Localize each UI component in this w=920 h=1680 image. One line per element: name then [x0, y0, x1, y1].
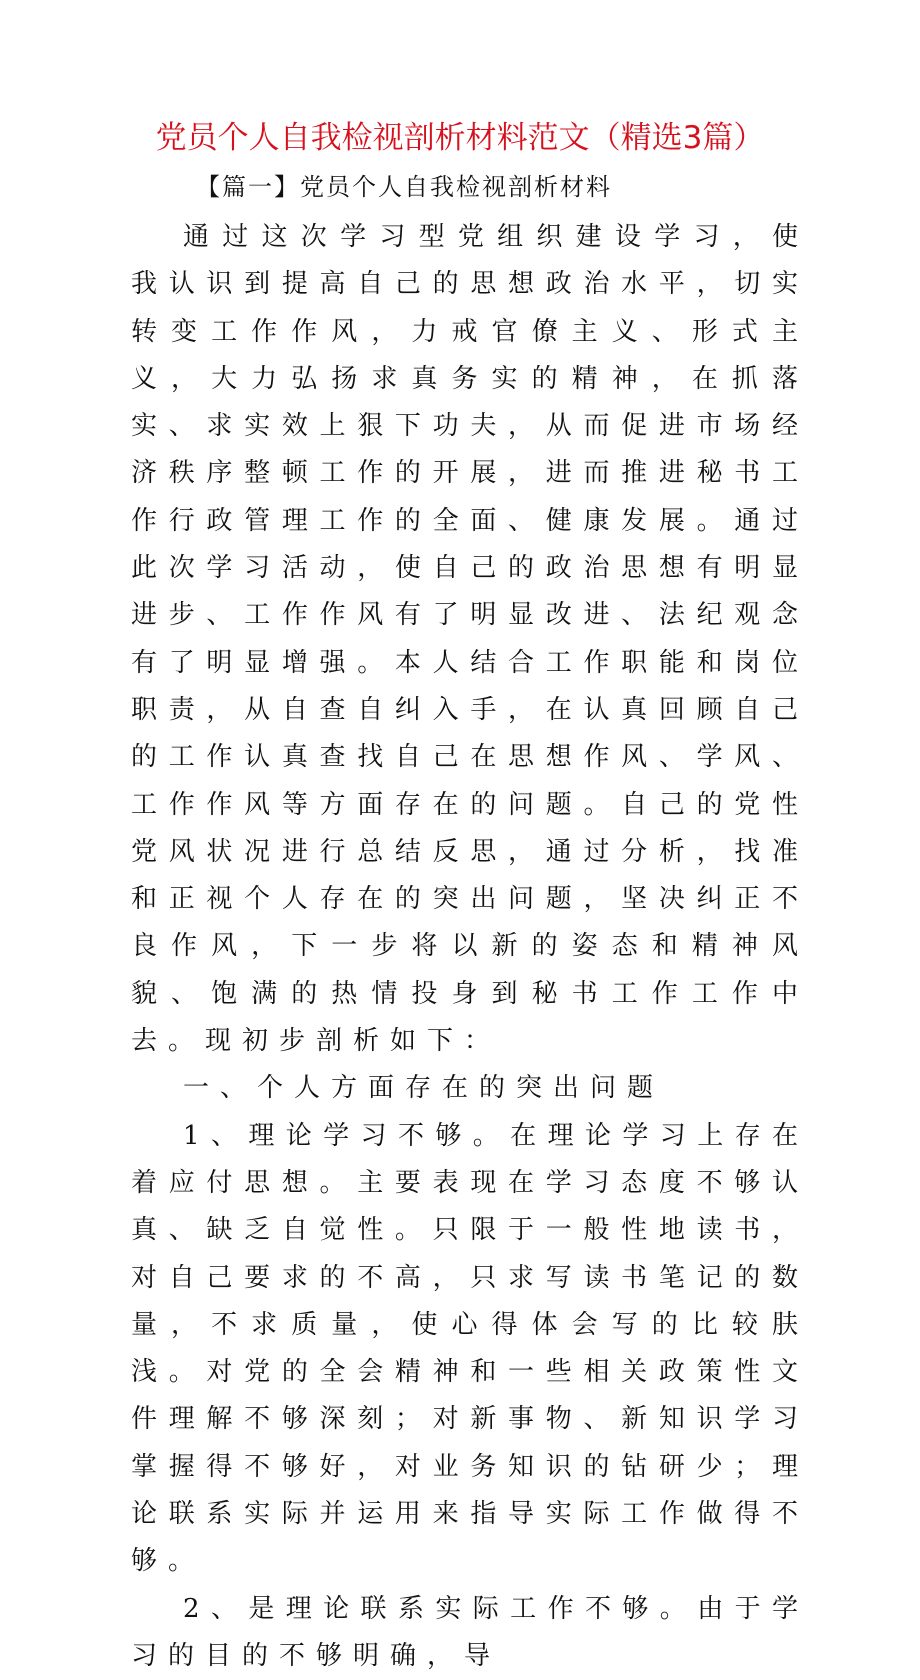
section-heading: 【篇一】党员个人自我检视剖析材料	[196, 173, 612, 201]
paragraph-section-heading: 一、个人方面存在的突出问题	[183, 1073, 665, 1104]
document-body	[131, 214, 809, 1680]
paragraph-intro: 通过这次学习型党组织建设学习，使我认识到提高自己的思想政治水平，切实转变工作作风，力戒官僚主义、形式主义，大力弘扬求真务实的精神，在抓落实、求实效上狠下功夫，从而促进市场经济秩序整顿工作的开展，进而推进秘书工作行政管理工作的全面、健康发展。通过此次学习活动，使自己的政治思想有明显进步、工作作风有了明显改进、法纪观念有了明显增强。本人结合工作职能和岗位职责，从自查自纠入手，在认真回顾自己的工作认真查找自己在思想作风、学风、工作作风等方面存在的问题。自己的党性党风状况进行总结反思，通过分析，找准和正视个人存在的突出问题，坚决纠正不良作风，下一步将以新的姿态和精神风貌、饱满的热情投身到秘书工作工作中去。现初步剖析如下：	[131, 222, 809, 1057]
document-title: 党员个人自我检视剖析材料范文（精选3篇）	[155, 120, 765, 156]
paragraph-item-2: 2、是理论联系实际工作不够。由于学习的目的不够明确，导	[131, 1593, 809, 1671]
paragraph-item-1: 1、理论学习不够。在理论学习上存在着应付思想。主要表现在学习态度不够认真、缺乏自觉性。只限于一般性地读书，对自己要求的不高，只求写读书笔记的数量，不求质量，使心得体会写的比较肤浅。对党的全会精神和一些相关政策性文件理解不够深刻；对新事物、新知识学习掌握得不够好，对业务知识的钻研少；理论联系实际并运用来指导实际工作做得不够。	[131, 1120, 809, 1577]
